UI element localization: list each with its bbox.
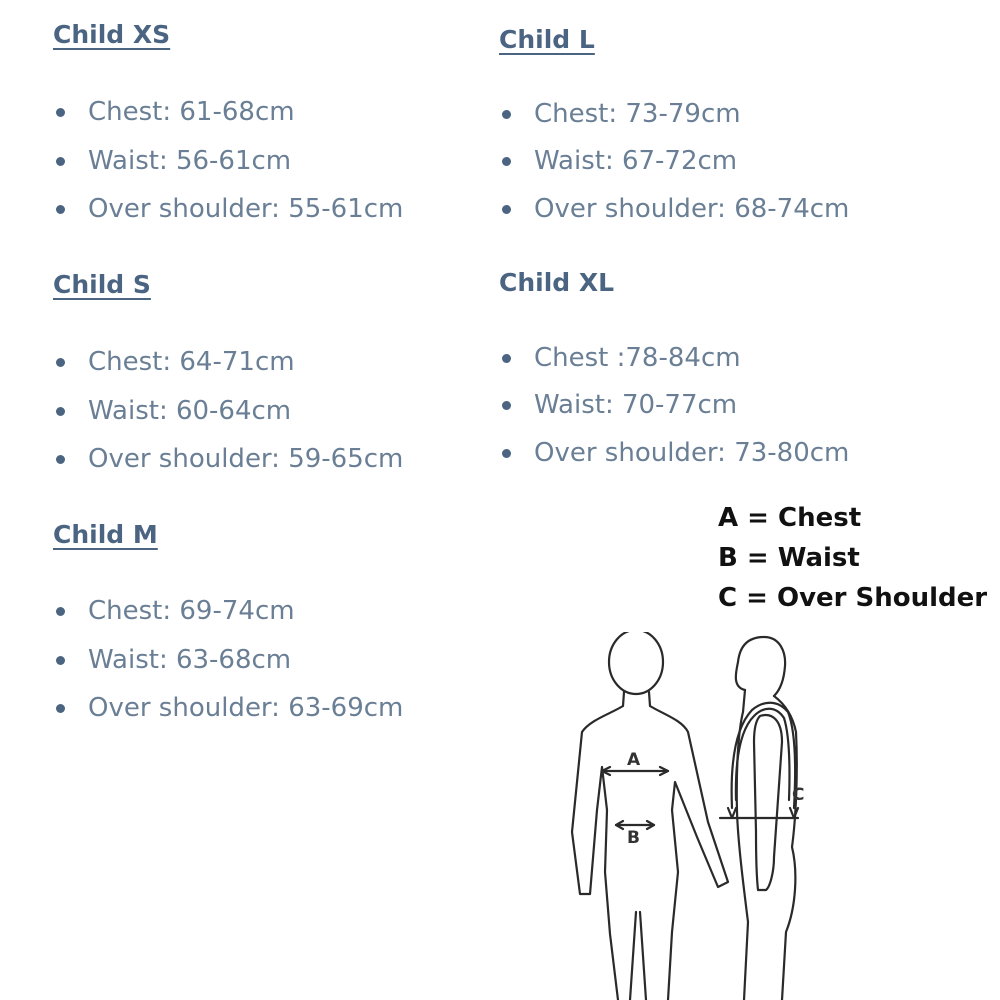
bullet bbox=[56, 656, 65, 665]
bullet bbox=[56, 704, 65, 713]
bullet bbox=[56, 157, 65, 166]
bullet bbox=[502, 157, 511, 166]
size-block-child-l bbox=[499, 25, 919, 235]
size-item-text: Chest: 73-79cm bbox=[534, 99, 741, 129]
legend-over-shoulder: C = Over Shoulder bbox=[718, 583, 988, 613]
size-block-child-m bbox=[53, 520, 473, 735]
bullet bbox=[502, 449, 511, 458]
bullet bbox=[56, 205, 65, 214]
size-item-text: Chest: 69-74cm bbox=[88, 596, 295, 626]
legend-waist: B = Waist bbox=[718, 543, 860, 573]
size-item-text: Over shoulder: 55-61cm bbox=[88, 194, 404, 224]
size-item-text: Waist: 67-72cm bbox=[534, 146, 738, 176]
size-title-child-l: Child L bbox=[499, 25, 595, 54]
front-body-right bbox=[649, 692, 728, 1000]
side-arm bbox=[754, 715, 782, 890]
bullet bbox=[502, 205, 511, 214]
figure-label-c: C bbox=[792, 785, 805, 805]
bullet bbox=[56, 407, 65, 416]
size-item-text: Over shoulder: 63-69cm bbox=[88, 693, 404, 723]
bullet bbox=[502, 110, 511, 119]
figure-label-a: A bbox=[627, 750, 641, 770]
figure-label-b: B bbox=[627, 828, 640, 848]
bullet bbox=[56, 455, 65, 464]
front-body-outline bbox=[572, 632, 728, 1000]
size-item-text: Over shoulder: 59-65cm bbox=[88, 444, 404, 474]
size-title-child-m: Child M bbox=[53, 520, 158, 549]
front-head bbox=[609, 632, 663, 694]
bullet bbox=[502, 401, 511, 410]
body-measurement-figure bbox=[560, 632, 820, 1000]
size-item-text: Chest :78-84cm bbox=[534, 343, 741, 373]
size-title-child-s: Child S bbox=[53, 270, 151, 299]
front-body-left bbox=[572, 692, 624, 1000]
size-item-text: Over shoulder: 68-74cm bbox=[534, 194, 850, 224]
measure-c bbox=[720, 703, 798, 818]
size-item-text: Waist: 60-64cm bbox=[88, 396, 292, 426]
size-title-child-xs: Child XS bbox=[53, 20, 171, 49]
bullet bbox=[56, 607, 65, 616]
size-item-text: Waist: 70-77cm bbox=[534, 390, 738, 420]
size-block-child-s bbox=[53, 270, 473, 485]
size-item-text: Waist: 56-61cm bbox=[88, 146, 292, 176]
measurement-legend bbox=[718, 498, 987, 618]
size-item-text: Chest: 64-71cm bbox=[88, 347, 295, 377]
side-head bbox=[736, 637, 785, 696]
front-inner-leg bbox=[630, 912, 646, 1000]
size-item-text: Over shoulder: 73-80cm bbox=[534, 438, 850, 468]
bullet bbox=[56, 108, 65, 117]
size-item-text: Waist: 63-68cm bbox=[88, 645, 292, 675]
bullet bbox=[56, 358, 65, 367]
size-block-child-xl bbox=[499, 268, 919, 478]
size-block-child-xs bbox=[53, 20, 473, 235]
legend-chest: A = Chest bbox=[718, 503, 862, 533]
size-title-child-xl: Child XL bbox=[499, 268, 615, 297]
size-item-text: Chest: 61-68cm bbox=[88, 97, 295, 127]
bullet bbox=[502, 354, 511, 363]
